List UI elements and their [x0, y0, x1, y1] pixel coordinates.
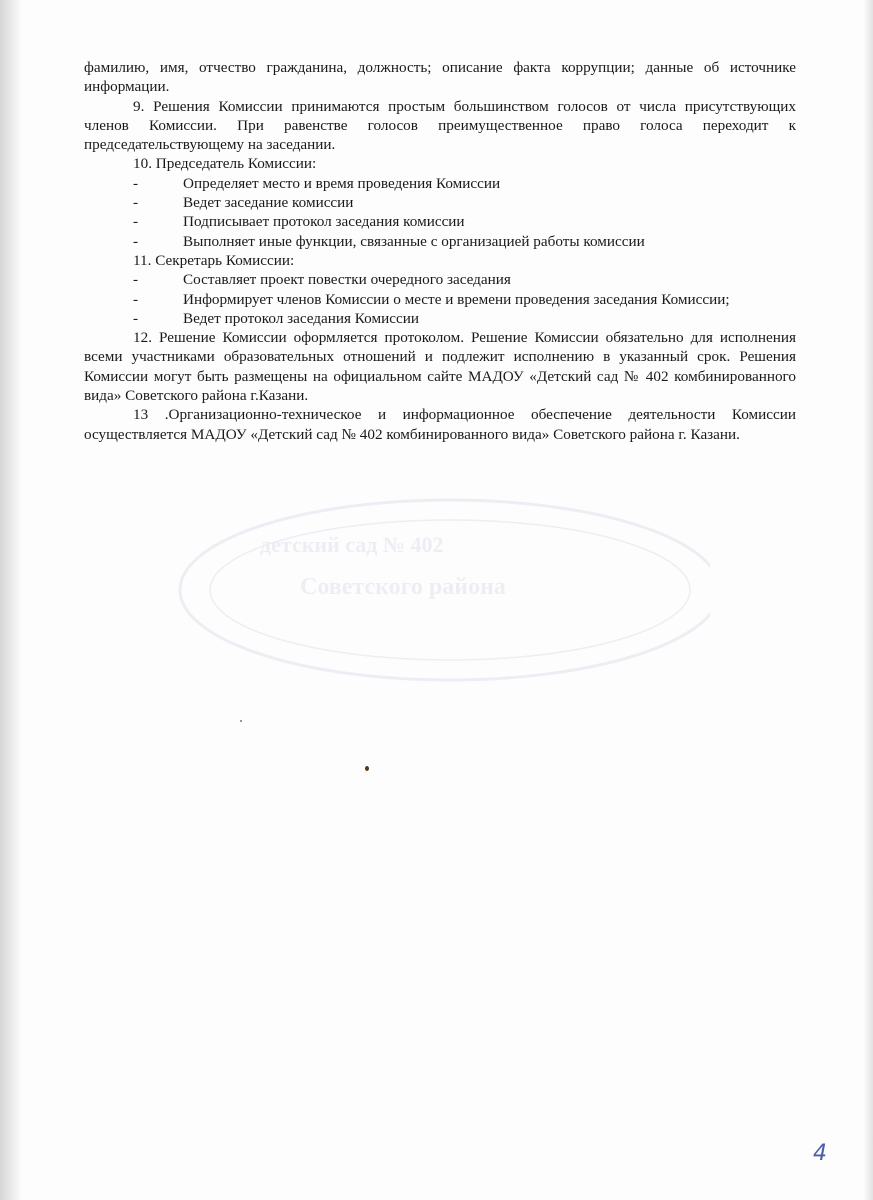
page-left-edge-shadow	[0, 0, 22, 1200]
list-item-text: Определяет место и время проведения Комиссии	[183, 174, 501, 192]
list-item	[84, 309, 796, 328]
list-dash: -	[133, 271, 139, 289]
paragraph-10-heading: 10. Председатель Комиссии:	[133, 155, 317, 173]
list-item-text: Ведет протокол заседания Комиссии	[183, 309, 419, 327]
list-item	[84, 212, 796, 231]
list-dash: -	[133, 174, 139, 192]
list-dash: -	[133, 309, 139, 327]
list-item	[84, 270, 796, 289]
page-right-edge	[863, 0, 873, 1200]
list-dash: -	[133, 290, 139, 308]
list-item-text: Выполняет иные функции, связанные с организацией работы комиссии	[183, 232, 645, 250]
paragraph-12: 12. Решение Комиссии оформляется протоколом. Решение Комиссии обязательно для исполнения всеми участниками образовательных отношений и подлежит исполнению в указанный срок. Решения Комиссии могут быть размещены на официальном сайте МАДОУ «Детский сад № 402 комбинированного вида» Советского района г.Казани.	[84, 329, 796, 405]
list-item-text: Информирует членов Комиссии о месте и времени проведения заседания Комиссии;	[183, 290, 730, 308]
list-item	[84, 193, 796, 212]
paragraph-11-heading: 11. Секретарь Комиссии:	[133, 251, 295, 269]
list-dash: -	[133, 232, 139, 250]
paper-speck	[240, 720, 242, 722]
list-item-text: Составляет проект повестки очередного заседания	[183, 271, 511, 289]
stamp-text-line-2: Советского района	[300, 574, 506, 600]
paper-speck	[365, 766, 369, 771]
list-dash: -	[133, 194, 139, 212]
faint-stamp-imprint	[150, 470, 710, 890]
list-item	[84, 174, 796, 193]
list-item-text: Ведет заседание комиссии	[183, 194, 354, 212]
list-dash: -	[133, 213, 139, 231]
list-item-wrapping	[84, 290, 796, 309]
document-body	[84, 58, 796, 444]
stamp-text-line-1: детский сад № 402	[260, 532, 444, 557]
list-item-text: Подписывает протокол заседания комиссии	[183, 213, 465, 231]
page-number: 4	[813, 1141, 827, 1166]
paragraph-intro: фамилию, имя, отчество гражданина, должность; описание факта коррупции; данные об источнике информации.	[84, 59, 796, 96]
paragraph-13: 13 .Организационно-техническое и информационное обеспечение деятельности Комиссии осуществляется МАДОУ «Детский сад № 402 комбинированного вида» Советского района г. Казани.	[84, 406, 796, 443]
list-item	[84, 232, 796, 251]
paragraph-9: 9. Решения Комиссии принимаются простым большинством голосов от числа присутствующих членов Комиссии. При равенстве голосов преимущественное право голоса переходит к председательствующему на заседании.	[84, 97, 796, 154]
